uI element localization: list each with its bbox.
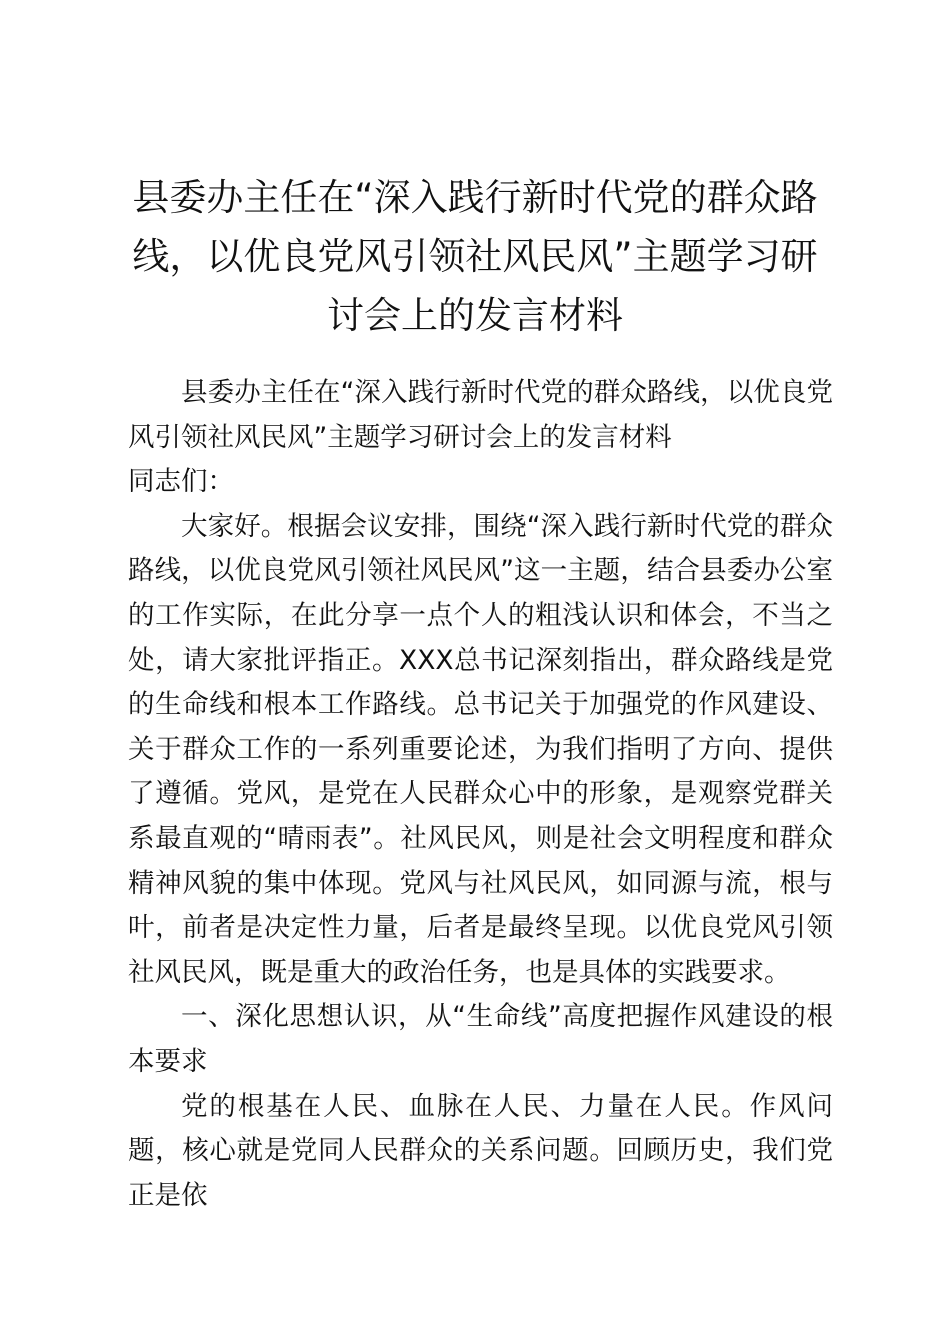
document-body — [128, 371, 833, 1218]
section-heading: 一、深化思想认识，从“生命线”高度把握作风建设的根本要求 — [128, 1001, 833, 1077]
paragraph: 党的根基在人民、血脉在人民、力量在人民。作风问题，核心就是党同人民群众的关系问题。回顾历史，我们党正是依 — [128, 1090, 833, 1211]
document-subtitle: 县委办主任在“深入践行新时代党的群众路线，以优良党风引领社风民风”主题学习研讨会上的发言材料 — [128, 377, 833, 453]
document-title: 县委办主任在“深入践行新时代党的群众路线，以优良党风引领社风民风”主题学习研讨会上的发言材料 — [132, 176, 818, 337]
salutation: 同志们： — [128, 466, 234, 498]
paragraph: 大家好。根据会议安排，围绕“深入践行新时代党的群众路线，以优良党风引领社风民风”这一主题，结合县委办公室的工作实际，在此分享一点个人的粗浅认识和体会，不当之处，请大家批评指正。XXX总书记深刻指出，群众路线是党的生命线和根本工作路线。总书记关于加强党的作风建设、关于群众工作的一系列重要论述，为我们指明了方向、提供了遵循。党风，是党在人民群众心中的形象，是观察党群关系最直观的“晴雨表”。社风民风，则是社会文明程度和群众精神风貌的集中体现。党风与社风民风，如同源与流，根与叶，前者是决定性力量，后者是最终呈现。以优良党风引领社风民风，既是重大的政治任务，也是具体的实践要求。 — [128, 510, 833, 988]
